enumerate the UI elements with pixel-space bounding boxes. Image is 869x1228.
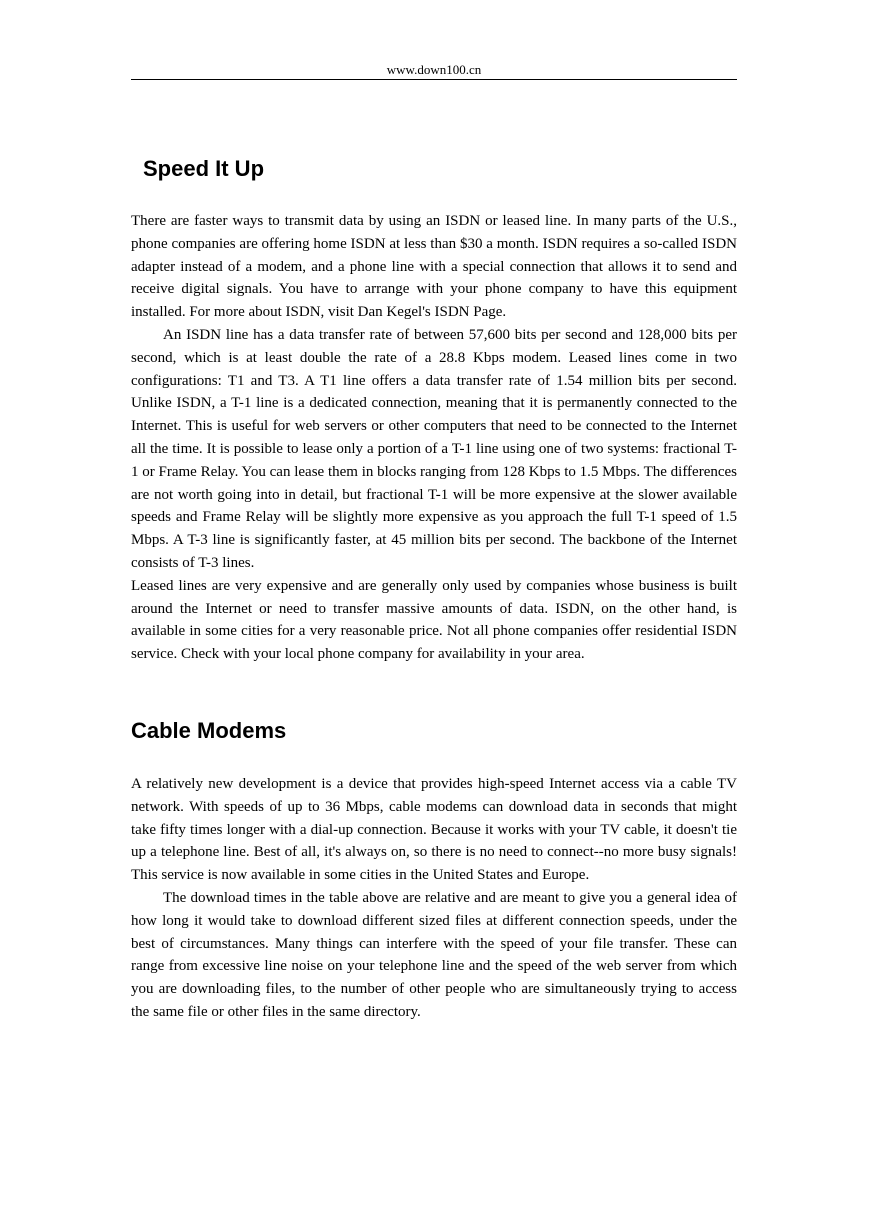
header-divider — [131, 79, 737, 80]
paragraph: A relatively new development is a device that provides high-speed Internet access via a cable TV network. With speeds of up to 36 Mbps, cable modems can download data in seconds that might take fifty times longer with a dial-up connection. Because it works with your TV cable, it doesn't tie up a telephone line. Best of all, it's always on, so there is no need to connect--no more busy signals! This service is now available in some cities in the United States and Europe. — [131, 776, 737, 884]
section-heading-cable-modems: Cable Modems — [131, 718, 287, 743]
page-header-url: www.down100.cn — [386, 62, 482, 77]
section-body-speed-it-up — [131, 210, 737, 666]
paragraph: The download times in the table above are relative and are meant to give you a general idea of how long it would take to download different sized files at different connection speeds, under the best of circumstances. Many things can interfere with the speed of your file transfer. These can range from excessive line noise on your telephone line and the speed of the web server from which you are downloading files, to the number of other people who are simultaneously trying to access the same file or other files in the same directory. — [131, 889, 737, 1020]
section-heading-speed-it-up: Speed It Up — [143, 156, 265, 181]
paragraph: An ISDN line has a data transfer rate of between 57,600 bits per second and 128,000 bits per second, which is at least double the rate of a 28.8 Kbps modem. Leased lines come in two configurations: T1 and T3. A T1 line offers a data transfer rate of 1.54 million bits per second. Unlike ISDN, a T-1 line is a dedicated connection, meaning that it is permanently connected to the Internet. This is useful for web servers or other computers that need to be connected to the Internet all the time. It is possible to lease only a portion of a T-1 line using one of two systems: fractional T-1 or Frame Relay. You can lease them in blocks ranging from 128 Kbps to 1.5 Mbps. The differences are not worth going into in detail, but fractional T-1 will be more expensive at the slower available speeds and Frame Relay will be slightly more expensive as you approach the full T-1 speed of 1.5 Mbps. A T-3 line is significantly faster, at 45 million bits per second. The backbone of the Internet consists of T-3 lines. — [131, 326, 737, 571]
paragraph: Leased lines are very expensive and are generally only used by companies whose business is built around the Internet or need to transfer massive amounts of data. ISDN, on the other hand, is available in some cities for a very reasonable price. Not all phone companies offer residential ISDN service. Check with your local phone company for availability in your area. — [131, 577, 737, 663]
section-body-cable-modems — [131, 773, 737, 1024]
paragraph: There are faster ways to transmit data by using an ISDN or leased line. In many parts of the U.S., phone companies are offering home ISDN at less than $30 a month. ISDN requires a so-called ISDN adapter instead of a modem, and a phone line with a special connection that allows it to send and receive digital signals. You have to arrange with your phone company to have this equipment installed. For more about ISDN, visit Dan Kegel's ISDN Page. — [131, 213, 737, 321]
